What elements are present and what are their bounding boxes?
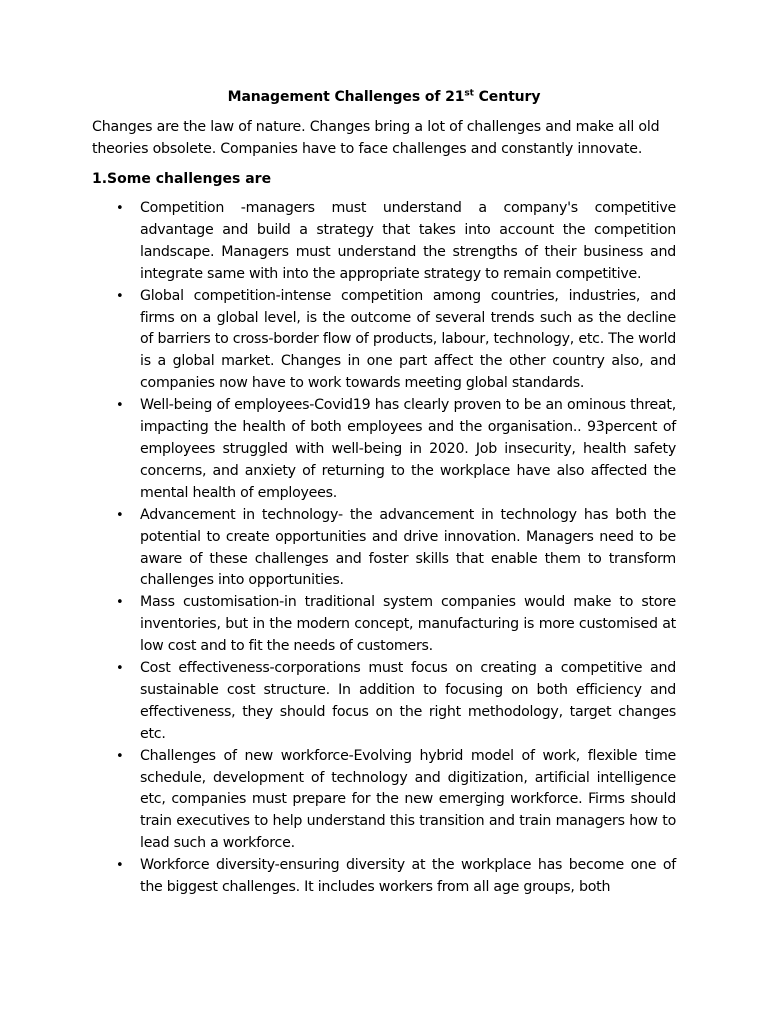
list-item bbox=[92, 658, 676, 746]
list-item-text: Workforce diversity-ensuring diversity at the workplace has become one of the biggest challenges. It includes workers from all age groups, both bbox=[140, 857, 676, 896]
title-main: Management Challenges of 21 bbox=[227, 89, 465, 105]
list-item-text: Global competition-intense competition among countries, industries, and firms on a global level, is the outcome of several trends such as the decline of barriers to cross-border flow of products, labour, technology, etc. The world is a global market. Changes in one part affect the other country also, and companies now have to work towards meeting global standards. bbox=[140, 287, 676, 392]
bullet-icon: • bbox=[116, 398, 124, 414]
title-end: Century bbox=[473, 89, 541, 105]
list-item-text: Challenges of new workforce-Evolving hybrid model of work, flexible time schedule, development of technology and digitization, artificial intelligence etc, companies must prepare for the new emerging workforce. Firms should train executives to help understand this transition and train managers how to lead such a workforce. bbox=[140, 747, 676, 852]
bullet-icon: • bbox=[116, 748, 124, 764]
list-item bbox=[92, 592, 676, 658]
bullet-icon: • bbox=[116, 661, 124, 677]
document-page bbox=[92, 86, 676, 899]
title-superscript: st bbox=[464, 88, 474, 99]
challenges-list bbox=[92, 198, 676, 899]
document-title bbox=[92, 86, 676, 108]
list-item bbox=[92, 505, 676, 593]
bullet-icon: • bbox=[116, 595, 124, 611]
bullet-icon: • bbox=[116, 201, 124, 216]
intro-paragraph: Changes are the law of nature. Changes bring a lot of challenges and make all old theories obsolete. Companies have to face challenges and constantly innovate. bbox=[92, 119, 660, 157]
bullet-icon: • bbox=[116, 858, 124, 874]
list-item bbox=[92, 855, 676, 899]
list-item bbox=[92, 395, 676, 505]
list-item-text: Competition -managers must understand a company's competitive advantage and build a strategy that takes into account the competition landscape. Managers must understand the strengths of their business and integrate same with into the appropriate strategy to remain competitive. bbox=[140, 200, 676, 282]
list-item-text: Cost effectiveness-corporations must focus on creating a competitive and sustainable cost structure. In addition to focusing on both efficiency and effectiveness, they should focus on the right methodology, target changes etc. bbox=[140, 660, 676, 742]
list-item bbox=[92, 746, 676, 856]
list-item-text: Advancement in technology- the advancement in technology has both the potential to create opportunities and drive innovation. Managers need to be aware of these challenges and foster skills that enable them to transform challenges into opportunities. bbox=[140, 506, 676, 589]
list-item-text: Mass customisation-in traditional system companies would make to store inventories, but in the modern concept, manufacturing is more customised at low cost and to fit the needs of customers. bbox=[140, 594, 676, 655]
bullet-icon: • bbox=[116, 288, 124, 304]
list-item bbox=[92, 286, 676, 396]
section-heading: 1.Some challenges are bbox=[92, 171, 272, 187]
bullet-icon: • bbox=[116, 507, 124, 523]
list-item bbox=[92, 198, 676, 286]
list-item-text: Well-being of employees-Covid19 has clearly proven to be an ominous threat, impacting the health of both employees and the organisation.. 93percent of employees struggled with well-being in 2020. Job insecurity, health safety concerns, and anxiety of returning to the workplace have also affected the mental health of employees. bbox=[140, 397, 676, 501]
